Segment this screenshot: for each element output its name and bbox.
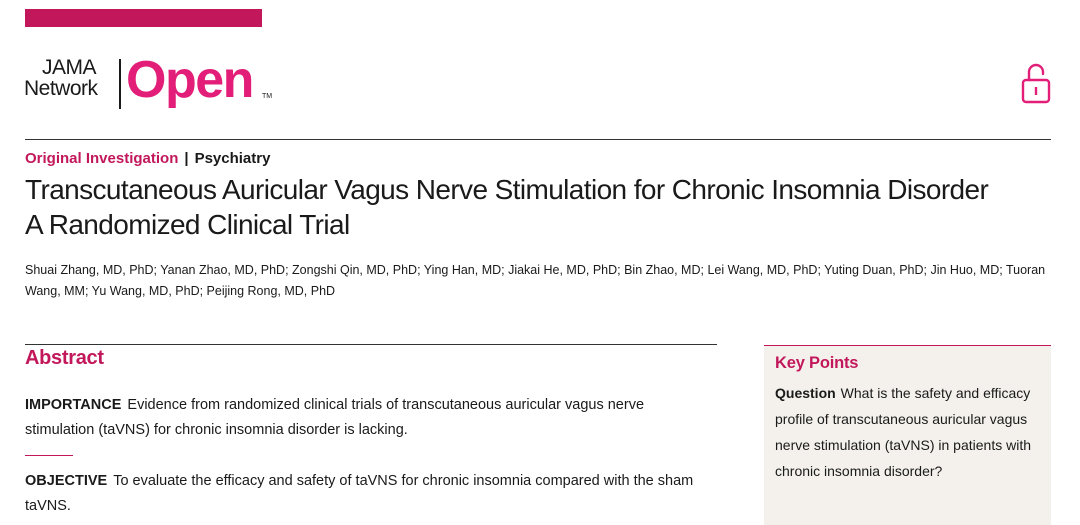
logo-trademark: TM xyxy=(262,93,273,100)
objective-label: OBJECTIVE xyxy=(25,473,108,489)
abstract-heading: Abstract xyxy=(25,347,104,369)
objective-text: To evaluate the efficacy and safety of taVNS for chronic insomnia compared with the sham taVNS. xyxy=(25,473,694,514)
logo-divider xyxy=(119,59,121,109)
article-subject[interactable]: Psychiatry xyxy=(194,150,271,167)
abstract-objective xyxy=(25,469,705,519)
article-type-line xyxy=(25,150,270,167)
importance-text: Evidence from randomized clinical trials of transcutaneous auricular vagus nerve stimulation (taVNS) for chronic insomnia disorder is lacking. xyxy=(25,397,645,438)
question-text: What is the safety and efficacy profile of transcutaneous auricular vagus nerve stimulation (taVNS) in patients with chronic insomnia disorder? xyxy=(775,385,1031,479)
article-title: Transcutaneous Auricular Vagus Nerve Stimulation for Chronic Insomnia Disorder xyxy=(25,174,989,205)
importance-label: IMPORTANCE xyxy=(25,397,122,413)
logo-network-text: Network xyxy=(24,77,98,100)
author-list: Shuai Zhang, MD, PhD; Yanan Zhao, MD, PhD; Zongshi Qin, MD, PhD; Ying Han, MD; Jiakai He, MD, PhD; Bin Zhao, MD; Lei Wang, MD, PhD; Yuting Duan, PhD; Jin Huo, MD; Tuoran Wang, MM; Yu Wang, MD, PhD; Peijing Rong, MD, PhD xyxy=(25,263,1046,298)
question-label: Question xyxy=(775,385,836,401)
key-points-box xyxy=(764,345,1051,525)
jama-network-open-logo[interactable] xyxy=(24,51,284,110)
header-divider xyxy=(25,139,1051,140)
abstract-importance xyxy=(25,393,705,443)
article-type-separator: | xyxy=(184,150,189,167)
unlock-icon[interactable] xyxy=(1021,62,1051,104)
article-subtitle: A Randomized Clinical Trial xyxy=(25,209,350,240)
logo-open-text: Open xyxy=(126,51,253,109)
key-points-heading: Key Points xyxy=(775,354,859,372)
top-color-bar xyxy=(25,9,262,27)
logo-jama-text: JAMA xyxy=(42,56,97,79)
section-mini-divider xyxy=(25,455,73,456)
abstract-divider xyxy=(25,344,717,345)
article-type[interactable]: Original Investigation xyxy=(25,150,179,167)
key-points-question xyxy=(775,380,1045,484)
